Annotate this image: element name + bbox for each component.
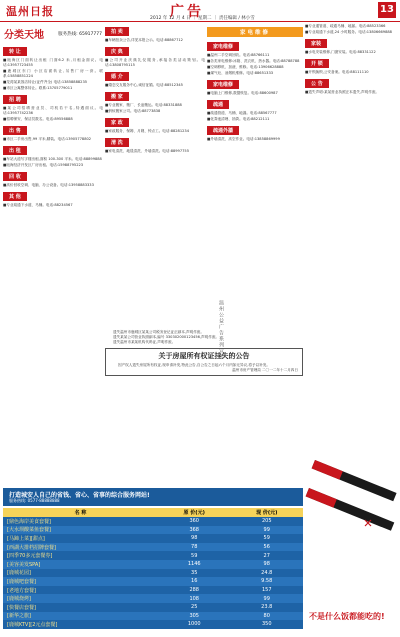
- price-banner-main: 打造城安人自己的省钱、省心、省事的综合服务网站!: [9, 492, 150, 499]
- classified-column-1: [3, 24, 103, 484]
- header-original-price: 原 价(元): [158, 508, 231, 517]
- column-3-body: [207, 39, 303, 142]
- listing-item: ■瓯海区门面转让出租 门面6.2 米,月租金面议。电话:13957723455: [3, 58, 103, 67]
- listing-item: ■鹿城区东门 小区店面转让,另售厂房一套。联系:15858851224: [3, 69, 103, 78]
- price-banner: [3, 488, 303, 506]
- category-label: 家电维修: [207, 80, 239, 89]
- price-row: [3, 577, 303, 586]
- chopsticks-illustration: [305, 440, 397, 630]
- price-row: [3, 517, 303, 526]
- classified-header: [3, 24, 103, 44]
- classified-body: [3, 44, 103, 208]
- price-row: [3, 543, 303, 552]
- header-name: 名 称: [3, 508, 158, 517]
- price-row: [3, 612, 303, 621]
- property-notice-body: 因产权人遗失房屋所有权证,现申请补发,特此公告,自公告之日起六个月内如无异议,将予以补发。: [118, 363, 270, 367]
- price-current: 9.58: [230, 577, 303, 586]
- listing-item: ■专业疏通下水道、马桶。电话:88234567: [3, 203, 73, 207]
- price-row: [3, 534, 303, 543]
- price-current: 59: [230, 534, 303, 543]
- category-label: 其 他: [3, 192, 27, 201]
- listing-item: ■龙湾某某饭店转让(证件齐全) 电话:13858888235: [3, 80, 88, 84]
- listing-item: ■市区二手房出售,99 平米,精装。电话:13905778802: [3, 137, 92, 141]
- price-row: [3, 526, 303, 535]
- listing-item: ■车辆拍卖公告,详见本报公示。电话:88867712: [105, 38, 183, 42]
- price-original: 98: [158, 534, 231, 543]
- property-notice-title: 关于房屋所有权证挂失的公告: [158, 352, 250, 360]
- listing-item: ■温州二手空调回收。电话:88766111: [207, 53, 270, 57]
- classified-title: 分类天地: [4, 30, 44, 41]
- price-original: 1000: [158, 620, 231, 629]
- price-row: [3, 603, 303, 612]
- price-original: 1146: [158, 560, 231, 569]
- price-item-name: [美容美发SPA]: [3, 560, 158, 569]
- price-original: 368: [158, 526, 231, 535]
- listing-item: ■瓯海经济开发区厂房出租。电话:15988795223: [3, 163, 84, 167]
- price-current: 27: [230, 551, 303, 560]
- category-label: 拍 卖: [105, 27, 129, 36]
- dateline: 2012 年 12 月 4 日 ｜ 星期二 ｜ 责任编辑 / 林小雪: [150, 16, 255, 21]
- price-current: 56: [230, 543, 303, 552]
- classified-column-4: [305, 24, 397, 459]
- category-label: 婚 介: [105, 72, 129, 81]
- price-original: 59: [158, 551, 231, 560]
- price-row: [3, 551, 303, 560]
- listing-item: ■专业通管道、疏通马桶、地漏。电话:88523366: [305, 24, 386, 28]
- listing-item: ■遗失声明:某某营业执照正本遗失,声明作废。: [305, 90, 380, 94]
- price-original: 360: [158, 517, 231, 526]
- price-current: 23.8: [230, 603, 303, 612]
- notice-paragraphs: [105, 330, 303, 345]
- price-row: [3, 586, 303, 595]
- listing-item: ■水电安装维修,门窗安装。电话:88331122: [305, 50, 376, 54]
- price-original: 35: [158, 569, 231, 578]
- price-item-name: [鼎色海岸美食套餐]: [3, 517, 158, 526]
- listing-item: ■专业疏通下水道,24 小时服务。电话:13806669888: [305, 30, 392, 34]
- price-original: 78: [158, 543, 231, 552]
- price-original: 288: [158, 586, 231, 595]
- price-banner-sub: 服务热线: 0577-88888888: [9, 498, 60, 503]
- category-label: 出 售: [3, 126, 27, 135]
- price-table: [3, 508, 303, 629]
- listing-item: ■电脑上门维修,数据恢复。电话:88600987: [207, 91, 278, 95]
- column-3-title: 家电维修: [207, 27, 303, 37]
- notice-paragraph: 遗失温州市鹿城区某某公司税务登记证正副本,声明作废。: [113, 330, 204, 334]
- listing-item: ■各类家电维修:冰箱、洗衣机、热水器。电话:88788788: [207, 59, 300, 63]
- listing-item: ■专业搬家、搬厂、长途搬运。电话:88331888: [105, 103, 182, 107]
- classified-column-2: [105, 24, 205, 324]
- masthead: [0, 0, 400, 22]
- property-notice-signature: 温州市房产管理局 二〇一二年十二月四日: [232, 368, 298, 372]
- listing-item: ■煤气灶、油烟机维修。电话:88651333: [207, 71, 274, 75]
- category-label: 疏通: [207, 100, 229, 109]
- listing-item: ■化粪池清理、抽粪。电话:88212111: [207, 117, 270, 121]
- price-current: 99: [230, 526, 303, 535]
- notice-section: [105, 330, 303, 435]
- price-current: 98: [230, 560, 303, 569]
- price-row: [3, 569, 303, 578]
- category-label: 家装: [305, 39, 327, 48]
- classified-phone: 服务热线: 65917777: [58, 31, 102, 37]
- chopsticks-ad: [305, 440, 397, 630]
- newspaper-logo: 温州日报: [6, 5, 54, 18]
- category-label: 家 政: [105, 118, 129, 127]
- category-label: 家电维修: [207, 42, 239, 51]
- category-label: 回 收: [3, 172, 27, 181]
- listing-item: ■空调移机、加液、维修。电话:13906628888: [207, 65, 284, 69]
- column-2-body: [105, 24, 205, 154]
- notice-paragraph: 遗失某某公司营业执照副本,编号 330302000123456,声明作废。: [113, 335, 220, 339]
- price-item-name: [马蹄上菜][甜点]: [3, 534, 158, 543]
- section-title: 广告: [170, 4, 204, 20]
- category-label: 清 洗: [105, 138, 129, 147]
- price-original: 108: [158, 594, 231, 603]
- price-original: 16: [158, 577, 231, 586]
- listing-item: ■公司开业庆典礼仪服务,承接各类活动策划。电话:13808795115: [105, 58, 205, 67]
- price-item-name: [鹿城KTV][2元点套餐]: [3, 620, 158, 629]
- price-original: 25: [158, 603, 231, 612]
- category-label: 庆 典: [105, 47, 129, 56]
- price-item-name: [鹿城烧烤]: [3, 594, 158, 603]
- listing-item: ■某公司招聘营业员、司机若干名,待遇面议。电话:13957742236: [3, 106, 103, 115]
- price-current: 157: [230, 586, 303, 595]
- column-4-body: [305, 24, 397, 95]
- price-row: [3, 620, 303, 629]
- price-item-name: [快餐店套餐]: [3, 603, 158, 612]
- price-current: 80: [230, 612, 303, 621]
- price-item-name: [老地方套餐]: [3, 586, 158, 595]
- category-label: 转 让: [3, 47, 27, 56]
- listing-item: ■疏通管道、马桶、地漏。电话:88567777: [207, 111, 277, 115]
- price-row: [3, 560, 303, 569]
- listing-item: ■婚恋交友服务中心,诚信征婚。电话:88512345: [105, 83, 183, 87]
- category-label: 招 聘: [3, 95, 27, 104]
- category-label: 搬 家: [105, 92, 129, 101]
- price-current: 350: [230, 620, 303, 629]
- vertical-public-service-text: 温州公益广告系列宣传: [218, 300, 224, 360]
- price-table-header: [3, 508, 303, 517]
- price-item-name: [大水坝酸菜鱼套餐]: [3, 526, 158, 535]
- category-label: 疏通外牆: [207, 126, 239, 135]
- price-item-name: [西湖大排档招牌套餐]: [3, 543, 158, 552]
- price-item-name: [鹿城花园]: [3, 569, 158, 578]
- price-item-name: [鹿城吧套餐]: [3, 577, 158, 586]
- price-item-name: [四季70多元套餐券]: [3, 551, 158, 560]
- category-label: 开 锁: [305, 59, 329, 68]
- listing-item: ■开锁换锁,公安备案。电话:88111110: [305, 70, 369, 74]
- listing-item: ■外墙清洗、高空作业。电话:13858869999: [207, 137, 280, 141]
- category-label: 出 租: [3, 146, 27, 155]
- listing-item: ■市区公寓整体转让。联系:13705779011: [3, 86, 73, 90]
- price-original: 305: [158, 612, 231, 621]
- listing-item: ■家电清洗、地毯清洗、外墙清洗。电话:88997755: [105, 149, 189, 153]
- property-notice-box: [105, 348, 303, 376]
- price-current: 99: [230, 594, 303, 603]
- listing-item: ■招聘保安、保洁员数名。电话:89556888: [3, 117, 73, 121]
- page-number: 13: [378, 2, 396, 18]
- listing-item: ■蚂蚁搬家公司。电话:88773838: [105, 109, 161, 113]
- price-current: 24.8: [230, 569, 303, 578]
- listing-item: ■车站大道写字楼出租,面积 100-300 平米。电话:88899888: [3, 157, 102, 161]
- price-row: [3, 594, 303, 603]
- listing-item: ■高价回收空调、电脑、办公设备。电话:13958883333: [3, 183, 94, 187]
- price-item-name: [新华之旅]: [3, 612, 158, 621]
- chopsticks-ad-slogan: 不是什么饭都能吃的!: [309, 612, 385, 621]
- header-current-price: 现 价(元): [230, 508, 303, 517]
- listing-item: ■家政服务、保姆、月嫂、钟点工。电话:88281234: [105, 129, 189, 133]
- notice-paragraph: 遗失温州市某某机构代码证,声明作废。: [113, 340, 176, 344]
- price-current: 205: [230, 517, 303, 526]
- category-label: 公 告: [305, 79, 329, 88]
